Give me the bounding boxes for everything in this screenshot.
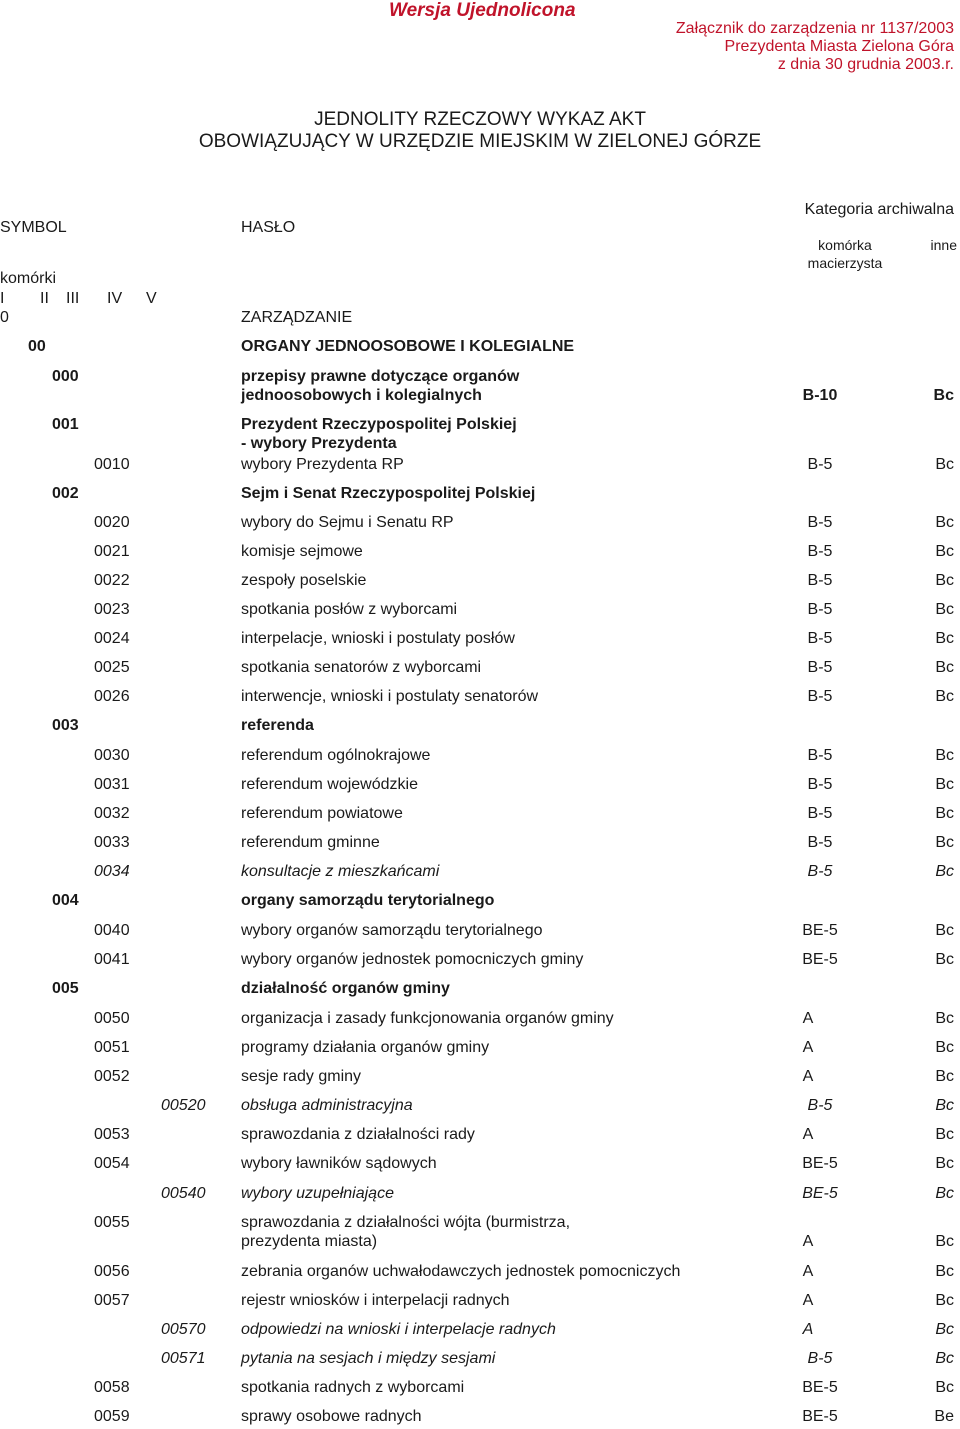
row-title: - wybory Prezydenta [241,435,397,452]
row-symbol: 0056 [94,1263,130,1280]
row-title: rejestr wniosków i interpelacji radnych [241,1292,510,1309]
row-symbol: 005 [52,980,79,997]
row-title: wybory organów jednostek pomocniczych gminy [241,951,584,968]
row-category-cell: B-5 [807,1097,833,1114]
row-title: jednoosobowych i kolegialnych [241,387,482,404]
komorka-macierzysta-line2: macierzysta [807,255,883,271]
row-symbol: 0041 [94,951,130,968]
row-title: przepisy prawne dotyczące organów [241,368,520,385]
row-other-category-cell: Bc [935,1350,954,1367]
row-symbol: 0021 [94,543,130,560]
row-category-cell: BE-5 [802,951,838,968]
row-category-cell: B-5 [807,834,833,851]
row-symbol: 0059 [94,1408,130,1425]
row-symbol: 0054 [94,1155,130,1172]
row-symbol: 0033 [94,834,130,851]
row-other-category-cell: Bc [935,1010,954,1027]
row-title: organy samorządu terytorialnego [241,892,495,909]
row-title: wybory do Sejmu i Senatu RP [241,514,454,531]
row-symbol: 00570 [161,1321,206,1338]
row-title: sprawozdania z działalności rady [241,1126,475,1143]
row-symbol: 004 [52,892,79,909]
row-category-cell: BE-5 [802,1379,838,1396]
row-title: Prezydent Rzeczypospolitej Polskiej [241,416,517,433]
row-category-cell: B-5 [807,688,833,705]
row-title: referendum gminne [241,834,380,851]
row-symbol: 00 [28,338,46,355]
level-label-3: III [66,290,80,307]
row-category-cell: B-10 [802,387,838,404]
row-category-cell: B-5 [807,630,833,647]
row-category-cell: B-5 [807,543,833,560]
row-category-cell: B-5 [807,514,833,531]
row-symbol: 0032 [94,805,130,822]
row-category-cell: B-5 [807,572,833,589]
row-category-cell: A [802,1068,814,1085]
row-other-category-cell: Bc [935,1321,954,1338]
row-symbol: 0 [0,309,9,326]
row-title: komisje sejmowe [241,543,363,560]
komorka-macierzysta-line1: komórka [818,237,872,253]
row-other-category-cell: Bc [935,659,954,676]
level-label-1: I [0,290,5,307]
row-title: programy działania organów gminy [241,1039,490,1056]
row-category-cell: BE-5 [802,1408,838,1425]
row-symbol: 0051 [94,1039,130,1056]
row-symbol: 0020 [94,514,130,531]
level-label-4: IV [107,290,123,307]
row-category-cell: B-5 [807,776,833,793]
issuer-line: Prezydenta Miasta Zielona Góra [724,38,954,55]
attachment-line: Załącznik do zarządzenia nr 1137/2003 [675,20,954,37]
row-other-category-cell: Bc [935,922,954,939]
row-other-category-cell: Bc [935,1155,954,1172]
row-symbol: 0058 [94,1379,130,1396]
row-category-cell: BE-5 [802,922,838,939]
row-title: wybory uzupełniające [241,1185,394,1202]
row-symbol: 0055 [94,1214,130,1231]
row-title: wybory organów samorządu terytorialnego [241,922,543,939]
row-title: konsultacje z mieszkańcami [241,863,440,880]
document-title-line2: OBOWIĄZUJĄCY W URZĘDZIE MIEJSKIM W ZIELONEJ GÓRZE [198,131,762,152]
inne-column-header: inne [930,237,957,253]
row-category-cell: B-5 [807,863,833,880]
row-symbol: 0057 [94,1292,130,1309]
row-other-category-cell: Bc [935,863,954,880]
row-category-cell: A [802,1010,814,1027]
row-category-cell: B-5 [807,1350,833,1367]
row-title: ZARZĄDZANIE [241,309,353,326]
row-other-category-cell: Bc [935,1263,954,1280]
row-symbol: 0010 [94,456,130,473]
level-label-5: V [146,290,157,307]
document-title-line1: JEDNOLITY RZECZOWY WYKAZ AKT [314,109,646,130]
row-symbol: 0031 [94,776,130,793]
level-label-2: II [40,290,49,307]
row-other-category-cell: Bc [935,514,954,531]
row-symbol: 0024 [94,630,130,647]
row-category-cell: A [802,1126,814,1143]
row-title: interpelacje, wnioski i postulaty posłów [241,630,515,647]
row-other-category-cell: Bc [935,456,954,473]
row-symbol: 0022 [94,572,130,589]
row-symbol: 0023 [94,601,130,618]
row-title: referenda [241,717,314,734]
row-category-cell: A [802,1321,814,1338]
row-symbol: 0053 [94,1126,130,1143]
row-other-category-cell: Bc [935,1097,954,1114]
row-title: referendum ogólnokrajowe [241,747,431,764]
row-category-cell: B-5 [807,456,833,473]
row-title: organizacja i zasady funkcjonowania organów gminy [241,1010,614,1027]
row-title: prezydenta miasta) [241,1233,378,1250]
symbol-column-header: SYMBOL [0,219,67,236]
row-title: spotkania senatorów z wyborcami [241,659,482,676]
row-symbol: 0034 [94,863,130,880]
row-title: sprawy osobowe radnych [241,1408,422,1425]
version-label: Wersja Ujednolicona [389,0,576,21]
row-title: spotkania posłów z wyborcami [241,601,458,618]
row-category-cell: B-5 [807,659,833,676]
row-symbol: 0040 [94,922,130,939]
row-title: zespoły poselskie [241,572,367,589]
row-symbol: 00520 [161,1097,206,1114]
row-title: Sejm i Senat Rzeczypospolitej Polskiej [241,485,536,502]
row-symbol: 0030 [94,747,130,764]
row-other-category-cell: Bc [935,1185,954,1202]
row-symbol: 001 [52,416,79,433]
row-title: interwencje, wnioski i postulaty senatorów [241,688,539,705]
haslo-column-header: HASŁO [241,219,296,236]
row-title: spotkania radnych z wyborcami [241,1379,465,1396]
row-symbol: 0025 [94,659,130,676]
row-symbol: 00540 [161,1185,206,1202]
row-title: pytania na sesjach i między sesjami [241,1350,496,1367]
row-title: wybory Prezydenta RP [241,456,404,473]
row-category-cell: BE-5 [802,1155,838,1172]
row-symbol: 0026 [94,688,130,705]
row-other-category-cell: Bc [935,688,954,705]
row-other-category-cell: Bc [935,1068,954,1085]
date-line: z dnia 30 grudnia 2003.r. [777,56,954,73]
row-symbol: 002 [52,485,79,502]
komorki-label: komórki [0,270,57,287]
row-other-category-cell: Be [934,1408,954,1425]
row-category-cell: A [802,1292,814,1309]
row-other-category-cell: Bc [935,1379,954,1396]
row-symbol: 00571 [161,1350,206,1367]
row-other-category-cell: Bc [935,805,954,822]
row-title: sprawozdania z działalności wójta (burmistrza, [241,1214,571,1231]
row-other-category-cell: Bc [935,1126,954,1143]
row-other-category-cell: Bc [935,834,954,851]
row-category-cell: A [802,1263,814,1280]
row-category-cell: BE-5 [802,1185,838,1202]
row-title: sesje rady gminy [241,1068,362,1085]
row-category-cell: B-5 [807,805,833,822]
row-symbol: 0052 [94,1068,130,1085]
row-other-category-cell: Bc [935,1039,954,1056]
row-symbol: 0050 [94,1010,130,1027]
row-other-category-cell: Bc [933,387,954,404]
row-other-category-cell: Bc [935,572,954,589]
row-symbol: 000 [52,368,79,385]
row-title: obsługa administracyjna [241,1097,413,1114]
row-category-cell: A [802,1039,814,1056]
row-other-category-cell: Bc [935,630,954,647]
row-other-category-cell: Bc [935,1233,954,1250]
row-category-cell: B-5 [807,601,833,618]
row-other-category-cell: Bc [935,543,954,560]
row-category-cell: B-5 [807,747,833,764]
row-other-category-cell: Bc [935,776,954,793]
row-other-category-cell: Bc [935,601,954,618]
row-category-cell: A [802,1233,814,1250]
row-symbol: 003 [52,717,79,734]
row-title: zebrania organów uchwałodawczych jednostek pomocniczych [241,1263,681,1280]
row-title: wybory ławników sądowych [241,1155,437,1172]
row-other-category-cell: Bc [935,1292,954,1309]
row-title: odpowiedzi na wnioski i interpelacje radnych [241,1321,556,1338]
row-title: referendum powiatowe [241,805,403,822]
row-other-category-cell: Bc [935,951,954,968]
row-title: ORGANY JEDNOOSOBOWE I KOLEGIALNE [241,338,575,355]
row-other-category-cell: Bc [935,747,954,764]
kategoria-column-header: Kategoria archiwalna [804,201,954,218]
row-title: referendum wojewódzkie [241,776,418,793]
row-title: działalność organów gminy [241,980,450,997]
